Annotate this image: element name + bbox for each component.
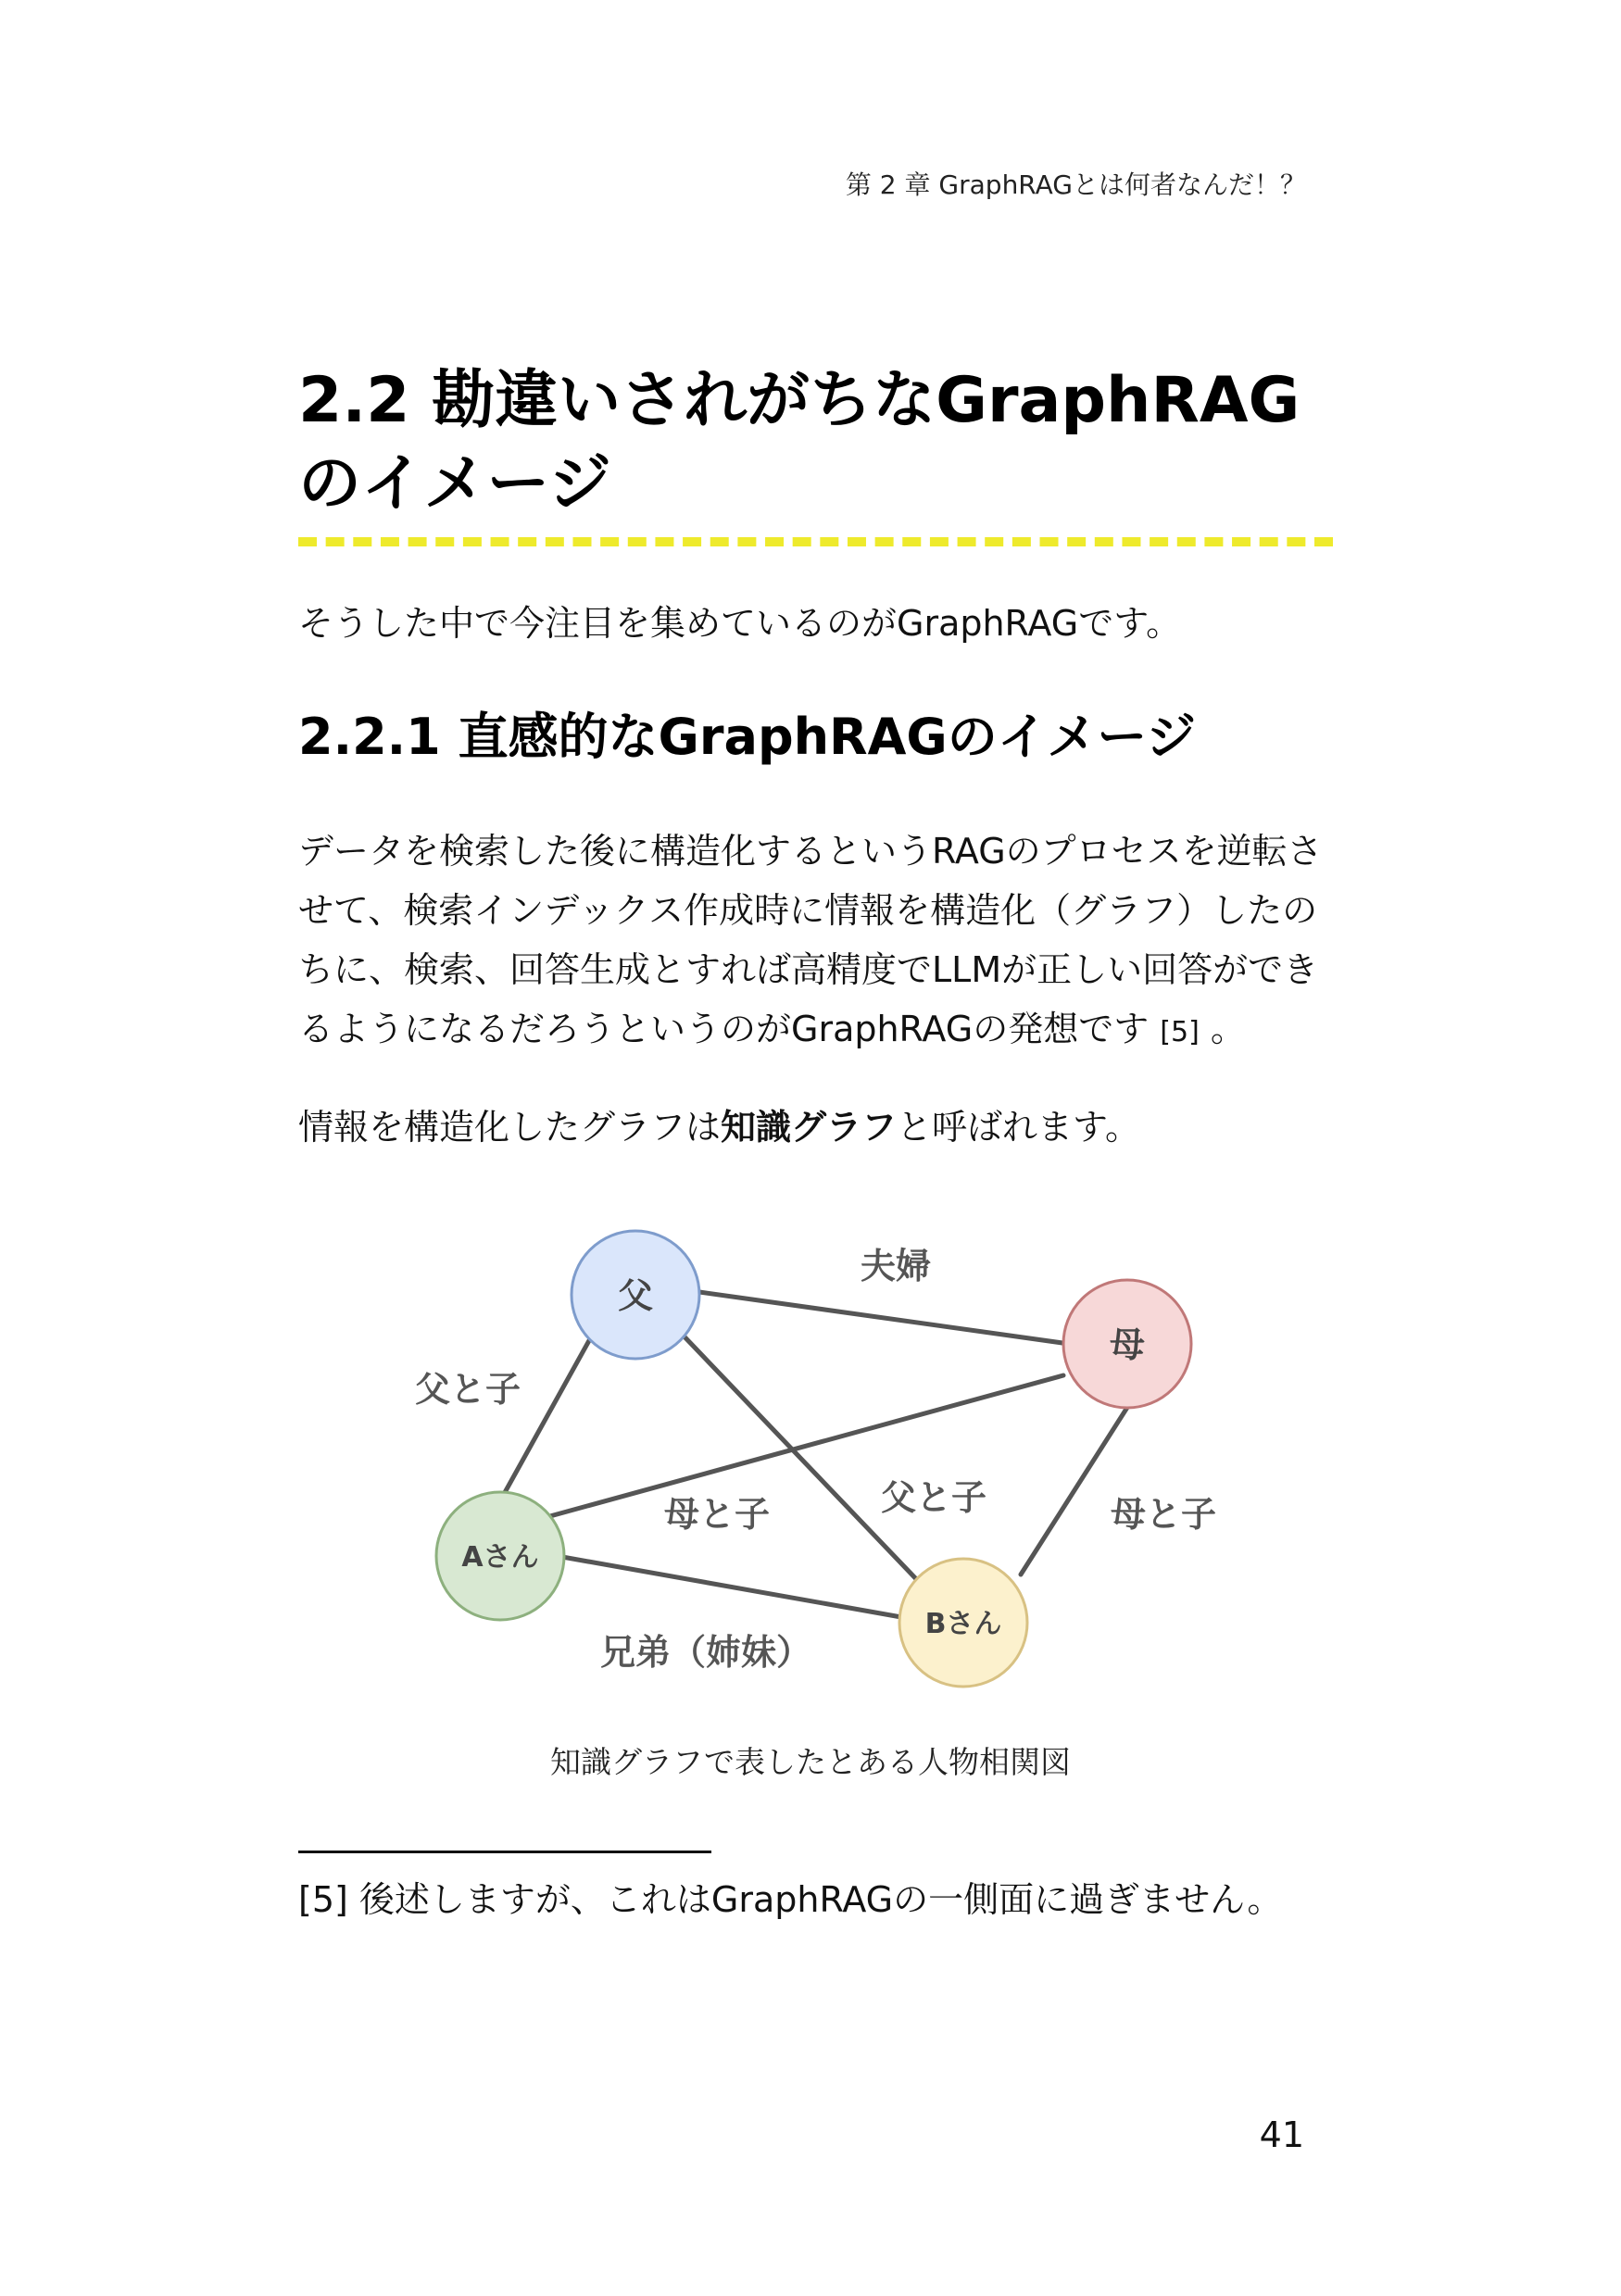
- knowledge-graph-paragraph: [298, 1098, 1336, 1157]
- subsection-title: 2.2.1 直感的なGraphRAGのイメージ: [298, 708, 1197, 766]
- node-b-label: Bさん: [924, 1608, 1002, 1640]
- node-mother-label: 母: [1109, 1324, 1146, 1365]
- node-a: [436, 1492, 564, 1620]
- footnote: [298, 1874, 1282, 1926]
- intro-paragraph: そうした中で今注目を集めているのがGraphRAGです。: [298, 603, 1182, 644]
- footnote-reference-link[interactable]: [5]: [1160, 1016, 1200, 1048]
- edge-label-father-a: 父と子: [414, 1369, 521, 1410]
- kg-bold-term: 知識グラフ: [721, 1107, 898, 1148]
- node-b: [899, 1559, 1027, 1687]
- edge-label-siblings: 兄弟（姉妹）: [599, 1632, 812, 1673]
- running-header: 第 2 章 GraphRAGとは何者なんだ！？: [845, 169, 1306, 200]
- edge-mother-b: [1021, 1406, 1128, 1575]
- footnote-marker: [5]: [298, 1879, 348, 1920]
- footnote-divider: [298, 1851, 711, 1853]
- footnote-text: 後述しますが、これはGraphRAGの一側面に過ぎません。: [358, 1879, 1283, 1920]
- edge-label-mother-b: 母と子: [1110, 1494, 1217, 1535]
- edge-label-couple: 夫婦: [860, 1246, 932, 1286]
- edge-father-b: [676, 1328, 921, 1584]
- figure-caption: 知識グラフで表したとある人物相関図: [550, 1744, 1071, 1780]
- node-mother: [1063, 1280, 1191, 1408]
- node-father-label: 父: [617, 1275, 654, 1316]
- edge-siblings: [562, 1557, 901, 1617]
- body-text: データを検索した後に構造化するというRAGのプロセスを逆転させて、検索インデックス作成時に情報を構造化（グラフ）したのちに、検索、回答生成とすれば高精度でLLMが正しい回答ができるようになるだろうというのがGraphRAGの発想です: [298, 831, 1323, 1049]
- body-text-end: 。: [1199, 1009, 1246, 1049]
- edge-father-a: [503, 1336, 592, 1496]
- edge-label-father-b: 父と子: [880, 1477, 987, 1518]
- kg-text-before: 情報を構造化したグラフは: [298, 1107, 722, 1148]
- section-title: 2.2 勘違いされがちなGraphRAGのイメージ: [298, 364, 1301, 521]
- section-title-underline: [298, 537, 1333, 546]
- edge-couple: [699, 1292, 1062, 1343]
- knowledge-graph-diagram: [389, 1204, 1223, 1704]
- node-a-label: Aさん: [461, 1541, 539, 1574]
- node-father: [572, 1231, 699, 1359]
- kg-text-after: と呼ばれます。: [897, 1107, 1140, 1148]
- edge-label-mother-a: 母と子: [663, 1494, 771, 1535]
- page-number: 41: [1259, 2114, 1304, 2155]
- body-paragraph: [298, 822, 1336, 1062]
